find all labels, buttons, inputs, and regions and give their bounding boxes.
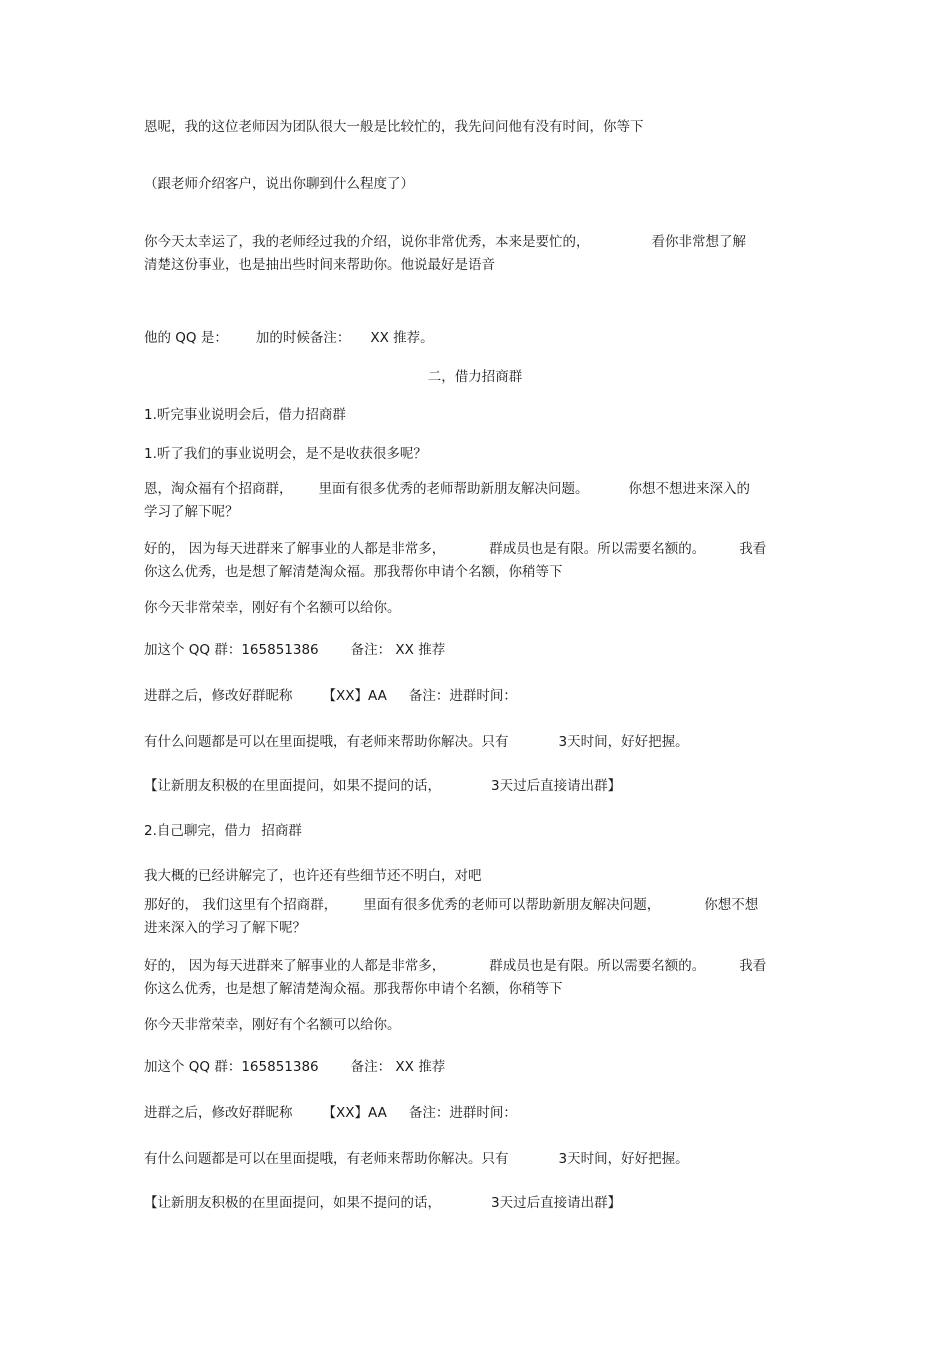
qq-group-remark: 备注： XX 推荐 <box>350 1059 446 1075</box>
text-span: 我看 <box>739 958 767 974</box>
text-span: 恩，淘众福有个招商群， <box>144 481 293 497</box>
text-span: 备注：进群时间： <box>408 688 517 704</box>
text-span: 好的， 因为每天进群来了解事业的人都是非常多， <box>144 958 446 974</box>
text-span: 进群之后，修改好群昵称 <box>144 688 293 704</box>
remark-label: 加的时候备注： <box>255 330 351 346</box>
nickname-format: 【XX】AA <box>322 688 387 704</box>
paragraph-group-intro-line2: 学习了解下呢？ <box>144 504 239 520</box>
text-span: 3天过后直接请出群】 <box>491 778 622 794</box>
paragraph-honored-2: 你今天非常荣幸，刚好有个名额可以给你。 <box>144 1017 401 1033</box>
text-span: 3天时间，好好把握。 <box>558 734 689 750</box>
paragraph-lucky-line2: 清楚这份事业，也是抽出些时间来帮助你。他说最好是语音 <box>144 257 495 273</box>
ask-questions-line-2 <box>144 1149 809 1170</box>
text-span: 【让新朋友积极的在里面提问，如果不提问的话， <box>144 1195 441 1211</box>
text-span: 里面有很多优秀的老师帮助新朋友解决问题。 <box>318 481 589 497</box>
text-span: 好的， 因为每天进群来了解事业的人都是非常多， <box>144 541 446 557</box>
paragraph-lucky-part1: 你今天太幸运了，我的老师经过我的介绍，说你非常优秀，本来是要忙的， <box>144 234 590 250</box>
paragraph-lucky <box>144 232 809 253</box>
paragraph-qq-contact <box>144 328 809 349</box>
text-span: 进群之后，修改好群昵称 <box>144 1105 293 1121</box>
text-span: 3天过后直接请出群】 <box>491 1195 622 1211</box>
question-line: 1.听了我们的事业说明会，是不是收获很多呢？ <box>144 446 427 462</box>
qq-group-number: 加这个 QQ 群：165851386 <box>144 642 319 658</box>
paragraph-quota-2-line2: 你这么优秀，也是想了解清楚淘众福。那我帮你申请个名额，你稍等下 <box>144 981 563 997</box>
qq-group-remark: 备注： XX 推荐 <box>350 642 446 658</box>
section-heading: 二，借力招商群 <box>427 369 523 385</box>
paragraph-quota <box>144 539 809 560</box>
text-span: 群成员也是有限。所以需要名额的。 <box>489 541 706 557</box>
paragraph-honored: 你今天非常荣幸，刚好有个名额可以给你。 <box>144 600 401 616</box>
note-line-2 <box>144 1193 809 1214</box>
paragraph-instruction: （跟老师介绍客户，说出你聊到什么程度了） <box>144 176 414 192</box>
text-span: 招商群 <box>261 823 302 839</box>
text-span: 我看 <box>739 541 767 557</box>
text-span: 2.自己聊完，借力 <box>144 823 252 839</box>
qq-group-line <box>144 640 809 661</box>
text-span: 备注：进群时间： <box>408 1105 517 1121</box>
text-span: 3天时间，好好把握。 <box>558 1151 689 1167</box>
text-span: 那好的， 我们这里有个招商群， <box>144 897 338 913</box>
text-span: 你想不想进来深入的 <box>628 481 750 497</box>
text-span: 有什么问题都是可以在里面提哦，有老师来帮助你解决。只有 <box>144 734 509 750</box>
paragraph-lucky-part2: 看你非常想了解 <box>651 234 746 250</box>
paragraph-quota-2 <box>144 956 809 977</box>
nickname-line <box>144 686 809 707</box>
paragraph-teacher-busy: 恩呢，我的这位老师因为团队很大一般是比较忙的，我先问问他有没有时间，你等下 <box>144 119 644 135</box>
paragraph-group-intro <box>144 479 809 500</box>
text-span: 群成员也是有限。所以需要名额的。 <box>489 958 706 974</box>
subsection-title-2 <box>144 821 809 842</box>
text-span: 你想不想 <box>704 897 759 913</box>
ask-questions-line <box>144 732 809 753</box>
paragraph-group-intro-2 <box>144 895 809 916</box>
qq-group-number: 加这个 QQ 群：165851386 <box>144 1059 319 1075</box>
nickname-format: 【XX】AA <box>322 1105 387 1121</box>
paragraph-group-intro-2-line2: 进来深入的学习了解下呢？ <box>144 920 306 936</box>
text-span: 有什么问题都是可以在里面提哦，有老师来帮助你解决。只有 <box>144 1151 509 1167</box>
remark-value: XX 推荐。 <box>370 330 434 346</box>
text-span: 【让新朋友积极的在里面提问，如果不提问的话， <box>144 778 441 794</box>
note-line <box>144 776 809 797</box>
qq-label: 他的 QQ 是： <box>144 330 228 346</box>
paragraph-quota-line2: 你这么优秀，也是想了解清楚淘众福。那我帮你申请个名额，你稍等下 <box>144 564 563 580</box>
subsection-title-1: 1.听完事业说明会后，借力招商群 <box>144 407 346 423</box>
qq-group-line-2 <box>144 1057 809 1078</box>
text-span: 里面有很多优秀的老师可以帮助新朋友解决问题， <box>363 897 661 913</box>
nickname-line-2 <box>144 1103 809 1124</box>
paragraph-explained: 我大概的已经讲解完了，也许还有些细节还不明白，对吧 <box>144 868 482 884</box>
